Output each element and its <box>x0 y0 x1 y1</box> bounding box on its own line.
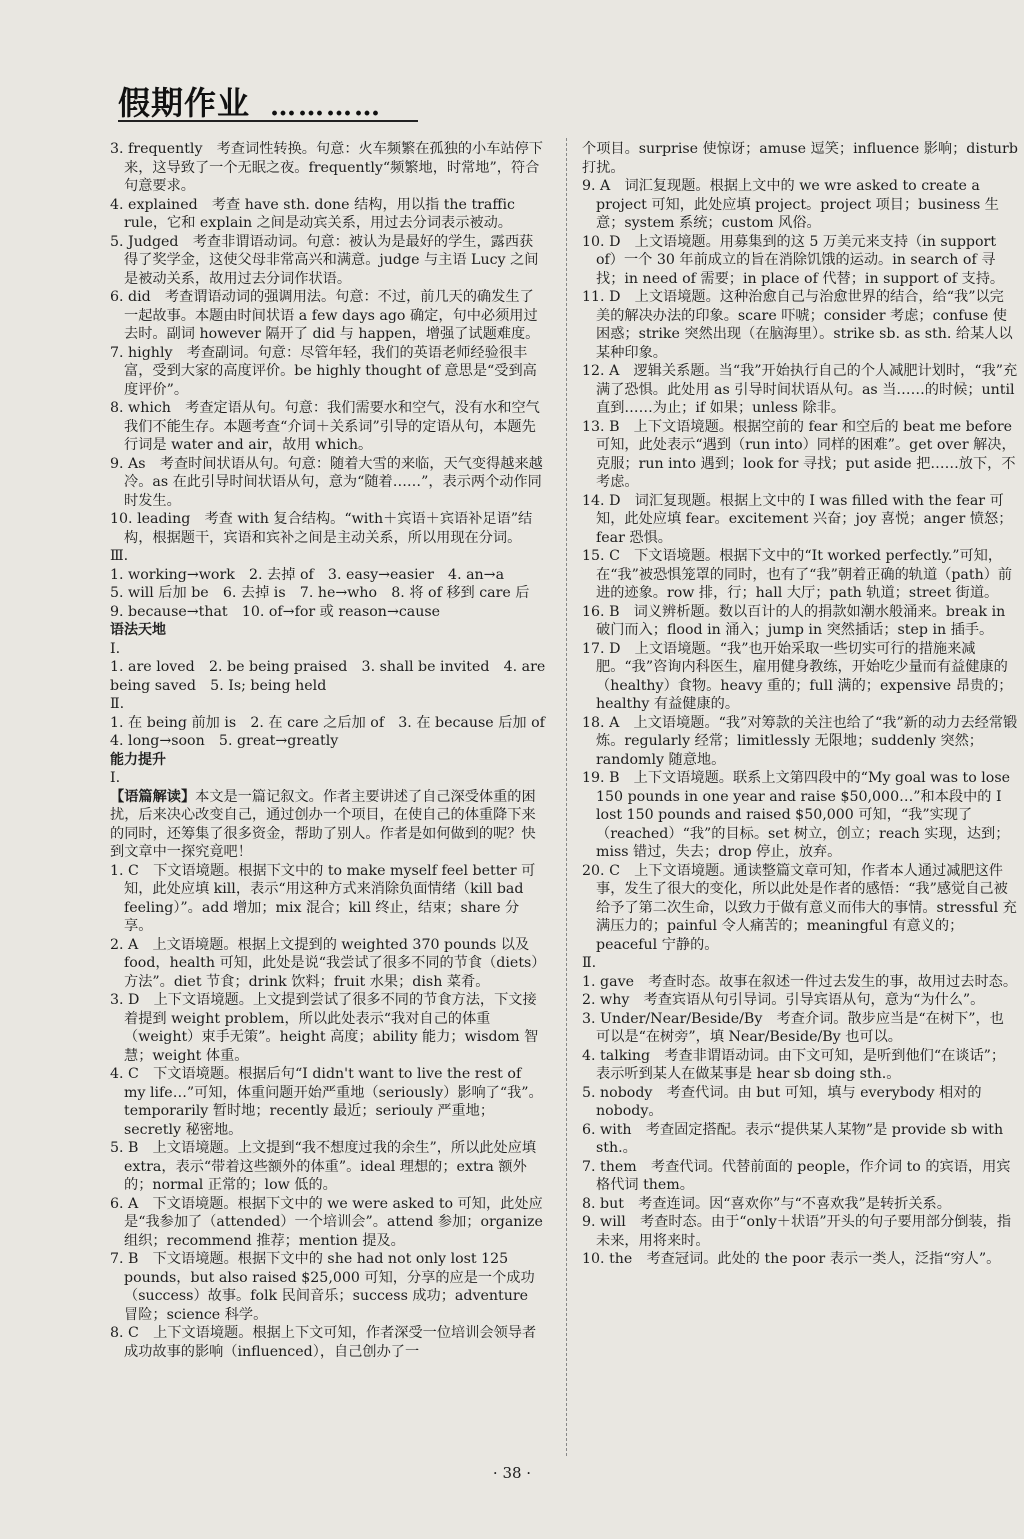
answer-item: 16. B 词义辨析题。数以百计的人的捐款如潮水般涌来。break in 破门而入；flood in 涌入；jump in 突然插话；step in 插手。 <box>582 603 1006 638</box>
left-column <box>110 140 560 1361</box>
answer-item: 5. B 上文语境题。上文提到“我不想度过我的余生”，所以此处应填 extra，表示“带着这些额外的体重”。ideal 理想的；extra 额外的；normal 正常的；low 低的。 <box>110 1140 537 1193</box>
ability-section-title: 能力提升 <box>110 751 166 768</box>
right-column <box>582 140 1018 1269</box>
answer-item: 7. B 下文语境题。根据下文中的 she had not only lost 125 pounds，but also raised $25,000 可知，分享的应是一个成功（success）故事。folk 民间音乐；success 成功；adventure 冒险；science 科学。 <box>110 1251 535 1323</box>
answer-item: 9. As 考查时间状语从句。句意：随着大雪的来临，天气变得越来越冷。as 在此引导时间状语从句，意为“随着……”，表示两个动作同时发生。 <box>110 455 543 509</box>
answer-item: 9. A 词汇复现题。根据上文中的 we wre asked to create a project 可知，此处应填 project。project 项目；business 生意；system 系统；custom 风俗。 <box>582 178 999 231</box>
answer-item: 3. Under/Near/Beside/By 考查介词。散步应当是“在树下”，也可以是“在树旁”，填 Near/Beside/By 也可以。 <box>582 1010 1004 1045</box>
answer-item: 4. explained 考查 have sth. done 结构，用以指 the traffic rule，它和 explain 之间是动宾关系，用过去分词表示被动。 <box>110 196 515 231</box>
header-rule <box>118 120 418 122</box>
answer-item: 3. D 上下文语境题。上文提到尝试了很多不同的节食方法，下文接着提到 weight problem，所以此处表示“我对自己的体重（weight）束手无策”。height 高度；ability 能力；wisdom 智慧；weight 体重。 <box>110 992 539 1064</box>
answer-item: 7. highly 考查副词。句意：尽管年轻，我们的英语老师经验很丰富，受到大家的高度评价。be highly thought of 意思是“受到高度评价”。 <box>110 344 537 398</box>
answer-item: 5. nobody 考查代词。由 but 可知，填与 everybody 相对的 nobody。 <box>582 1084 982 1119</box>
answer-item: 4. talking 考查非谓语动词。由下文可知，是听到他们“在谈话”；表示听到某人在做某事是 hear sb doing sth.。 <box>582 1047 1006 1082</box>
answer-item: 5. Judged 考查非谓语动词。句意：被认为是最好的学生，露西获得了奖学金，这使父母非常高兴和满意。judge 与主语 Lucy 之间是被动关系，故用过去分词作状语。 <box>110 233 539 287</box>
passage-intro <box>110 788 546 862</box>
header-title: 假期作业 <box>118 84 251 122</box>
answer-line: 1. working→work 2. 去掉 of 3. easy→easier 4. an→a <box>110 566 505 583</box>
intro-text: 本文是一篇记叙文。作者主要讲述了自己深受体重的困扰，后来决心改变自己，通过创办一个项目，在使自己的体重降下来的同时，还筹集了很多资金，帮助了别人。作者是如何做到的呢？快到文章中一探究竟吧！ <box>110 788 536 860</box>
answer-continuation: 个项目。surprise 使惊讶；amuse 逗笑；influence 影响；disturb 打扰。 <box>582 141 1018 176</box>
section-label: Ⅱ. <box>110 696 125 712</box>
answer-item: 14. D 词汇复现题。根据上文中的 I was filled with the fear 可知，此处应填 fear。excitement 兴奋；joy 喜悦；anger 愤怒；fear 恐惧。 <box>582 492 1013 546</box>
page-header <box>118 78 418 128</box>
answer-item: 10. D 上文语境题。用募集到的这 5 万美元来支持（in support of）一个 30 年前成立的旨在消除饥饿的运动。in search of 寻找；in need of 需要；in place of 代替；in support of 支持。 <box>582 233 1005 287</box>
section-label: Ⅰ. <box>110 640 121 657</box>
answer-item: 6. A 下文语境题。根据下文中的 we were asked to 可知，此处应是“我参加了（attended）一个培训会”。attend 参加；organize 组织；recommend 推荐；mention 提及。 <box>110 1195 543 1249</box>
grammar-section-title: 语法天地 <box>110 622 166 638</box>
answer-item: 18. A 上文语境题。“我”对筹款的关注也给了“我”新的动力去经常锻炼。regularly 经常；limitlessly 无限地；suddenly 突然；randomly 随意地。 <box>582 714 1018 768</box>
answer-item: 8. but 考查连词。因“喜欢你”与“不喜欢我”是转折关系。 <box>582 1195 951 1212</box>
page-number: · 38 · <box>492 1464 532 1482</box>
answer-item: 20. C 上下文语境题。通读整篇文章可知，作者本人通过减肥这件事，发生了很大的变化，所以此处是作者的感悟：“我”感觉自己被给予了第二次生命，以致力于做有意义而伟大的事情。stressful 充满压力的；painful 令人痛苦的；meaningful 有意义的；peaceful 宁静的。 <box>582 862 1017 953</box>
answer-item: 15. C 下文语境题。根据下文中的“It worked perfectly.”可知，在“我”被恐惧笼罩的同时，也有了“我”朝着正确的轨道（path）前进的迹象。row 排，行；hall 大厅；path 轨道；street 街道。 <box>582 548 1013 601</box>
header-dots: ………… <box>270 92 382 122</box>
answer-item: 8. which 考查定语从句。句意：我们需要水和空气，没有水和空气我们不能生存。本题考查“介词＋关系词”引导的定语从句，本题先行词是 water and air，故用 which。 <box>110 400 540 453</box>
answer-item: 2. A 上文语境题。根据上文提到的 weighted 370 pounds 以及 food，health 可知，此处是说“我尝试了很多不同的节食（diets）方法”。diet 节食；drink 饮料；fruit 水果；dish 菜肴。 <box>110 936 546 990</box>
answer-line: 1. 在 being 前加 is 2. 在 care 之后加 of 3. 在 because 后加 of 4. long→soon 5. great→greatly <box>110 714 560 749</box>
answer-item: 2. why 考查宾语从句引导词。引导宾语从句，意为“为什么”。 <box>582 992 985 1008</box>
section-label: Ⅰ. <box>110 770 121 786</box>
answer-item: 1. C 下文语境题。根据下文中的 to make myself feel better 可知，此处应填 kill，表示“用这种方式来消除负面情绪（kill bad feeling）”。add 增加；mix 混合；kill 终止，结束；share 分享。 <box>110 862 536 934</box>
answer-item: 6. did 考查谓语动词的强调用法。句意：不过，前几天的确发生了一起故事。本题由时间状语 a few days ago 确定，句中必须用过去时。副词 however 隔开了 did 与 happen，增强了试题难度。 <box>110 289 540 342</box>
section-label: Ⅱ. <box>582 955 597 971</box>
answer-item: 13. B 上下文语境题。根据空前的 fear 和空后的 beat me before 可知，此处表示“遇到（run into）同样的困难”。get over 解决，克服；run into 遇到；look for 寻找；put aside 把……放下，不考虑。 <box>582 418 1016 490</box>
intro-label: 【语篇解读】 <box>110 788 196 805</box>
answer-item: 9. will 考查时态。由于“only＋状语”开头的句子要用部分倒装，指未来，用将来时。 <box>582 1214 1012 1249</box>
section-label: Ⅲ. <box>110 548 129 564</box>
answer-item: 1. gave 考查时态。故事在叙述一件过去发生的事，故用过去时态。 <box>582 973 1018 990</box>
answer-item: 10. leading 考查 with 复合结构。“with＋宾语＋宾语补足语”结构，根据题干，宾语和宾补之间是主动关系，所以用现在分词。 <box>110 511 533 546</box>
answer-item: 10. the 考查冠词。此处的 the poor 表示一类人，泛指“穷人”。 <box>582 1251 1001 1267</box>
answer-item: 3. frequently 考查词性转换。句意：火车频繁在孤独的小车站停下来，这导致了一个无眠之夜。frequently“频繁地，时常地”，符合句意要求。 <box>110 141 543 194</box>
answer-item: 12. A 逻辑关系题。当“我”开始执行自己的个人减肥计划时，“我”充满了恐惧。此处用 as 引导时间状语从句。as 当……的时候；until 直到……为止；if 如果；unless 除非。 <box>582 363 1018 416</box>
answer-item: 7. them 考查代词。代替前面的 people，作介词 to 的宾语，用宾格代词 them。 <box>582 1158 1011 1193</box>
answer-item: 6. with 考查固定搭配。表示“提供某人某物”是 provide sb with sth.。 <box>582 1121 1004 1156</box>
column-divider <box>566 138 567 1456</box>
answer-item: 19. B 上下文语境题。联系上文第四段中的“My goal was to lose 150 pounds in one year and raise $50,000…”和本段中的 I lost 150 pounds and raised $50,000 可知，“我”实现了（reached）“我”的目标。set 树立，创立；reach 实现，达到；miss 错过，失去；drop 停止，放弃。 <box>582 770 1011 860</box>
answer-item: 8. C 上下文语境题。根据上下文可知，作者深受一位培训会领导者成功故事的影响（influenced），自己创办了一 <box>110 1325 537 1360</box>
answer-item: 17. D 上文语境题。“我”也开始采取一些切实可行的措施来减肥。“我”咨询内科医生，雇用健身教练，开始吃少量而有益健康的（healthy）食物。heavy 重的；full 满的；expensive 昂贵的；healthy 有益健康的。 <box>582 640 1013 712</box>
answer-line: 1. are loved 2. be being praised 3. shall be invited 4. are being saved 5. Is; being held <box>110 659 546 694</box>
answer-item: 11. D 上文语境题。这种治愈自己与治愈世界的结合，给“我”以完美的解决办法的印象。scare 吓唬；consider 考虑；confuse 使困惑；strike 突然出现（在脑海里）。strike sb. as sth. 给某人以某种印象。 <box>582 289 1013 361</box>
answer-item: 4. C 下文语境题。根据后句“I didn't want to live the rest of my life…”可知，体重问题开始严重地（seriously）影响了“我”。temporarily 暂时地；recently 最近；seriouly 严重地；secretly 秘密地。 <box>110 1066 543 1138</box>
answer-line: 5. will 后加 be 6. 去掉 is 7. he→who 8. 将 of 移到 care 后 9. because→that 10. of→for 或 reason→cause <box>110 585 544 620</box>
